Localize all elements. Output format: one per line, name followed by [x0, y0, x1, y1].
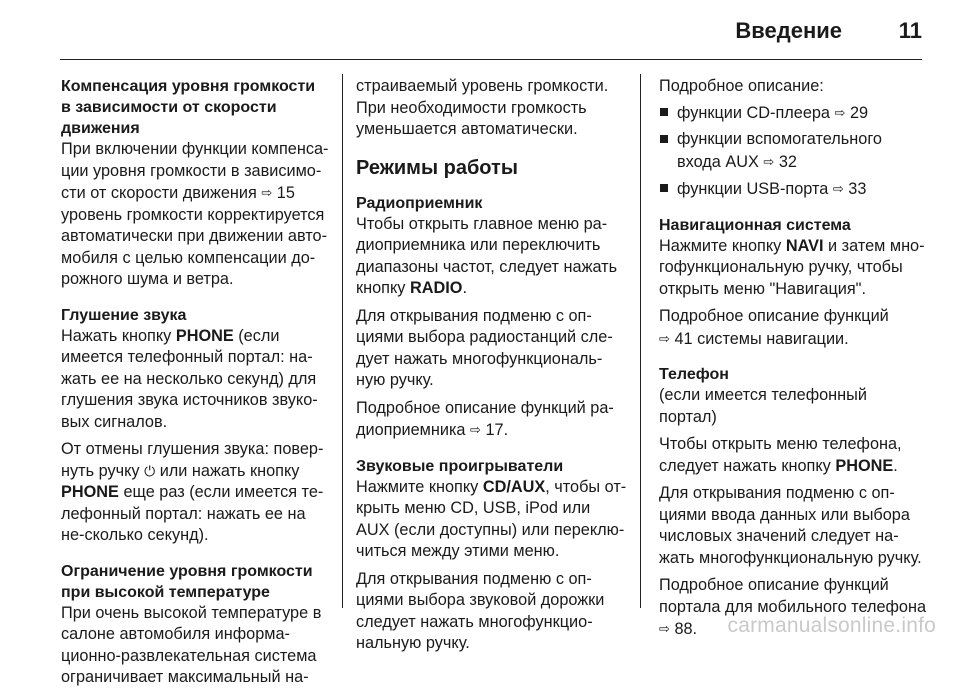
- page-reference-arrow-icon: ⇨: [470, 422, 481, 437]
- page-reference-arrow-icon: ⇨: [763, 153, 775, 169]
- heading-audio-players: Звуковые проигрыватели: [356, 457, 564, 475]
- paragraph: Чтобы открыть главное меню ра-диоприемника или переключить диапазоны частот, следует нажать кнопку RADIO.: [356, 214, 618, 297]
- column-3: [659, 76, 929, 641]
- button-label-cd-aux: CD/AUX: [482, 477, 546, 496]
- page-reference[interactable]: 88.: [674, 620, 698, 638]
- column-divider: [342, 74, 343, 608]
- page-reference[interactable]: 33: [848, 180, 867, 198]
- power-knob-icon: ⏻: [144, 462, 156, 479]
- button-label-radio: RADIO: [409, 279, 463, 297]
- paragraph: Подробное описание функций портала для мобильного телефона ⇨ 88.: [659, 576, 927, 638]
- button-label-phone: PHONE: [175, 326, 234, 345]
- list-item: функции CD-плеера ⇨ 29: [659, 102, 929, 125]
- bullet-square-icon: [660, 108, 668, 116]
- button-label-navi: NAVI: [785, 236, 824, 255]
- paragraph: При включении функции компенса-ции уровня громкости в зависимо-сти от скорости движения ⇨ 15 уровень громкости корректируется автоматически при движении авто-мобиля с целью компенсации до-рожного шума и ветра.: [61, 140, 329, 288]
- heading-phone: Телефон: [659, 366, 729, 383]
- column-2: [356, 76, 628, 655]
- column-1: [61, 76, 329, 689]
- page-reference-arrow-icon: ⇨: [659, 621, 670, 636]
- page-title: Введение: [735, 18, 842, 43]
- paragraph: Для открывания подменю с оп-циями выбора звуковой дорожки следует нажать многофункцио-нальную ручку.: [356, 569, 605, 652]
- header-divider: [60, 59, 922, 60]
- paragraph: (если имеется телефонный портал): [659, 386, 867, 426]
- page-reference[interactable]: 17.: [485, 421, 509, 439]
- page-reference[interactable]: 41 системы навигации.: [674, 329, 849, 348]
- paragraph: От отмены глушения звука: повер-нуть ручку ⏻ или нажать кнопку PHONE еще раз (если имеется те-лефонный портал: нажать ее на не-сколько секунд).: [61, 440, 324, 544]
- list-item: функции USB-порта ⇨ 33: [659, 178, 929, 201]
- heading-radio: Радиоприемник: [356, 194, 483, 212]
- heading-mute: Глушение звука: [61, 306, 187, 324]
- page-reference[interactable]: 29: [849, 103, 869, 122]
- watermark: carmanualsonline.info: [727, 614, 936, 637]
- paragraph: страиваемый уровень громкости. При необходимости громкость уменьшается автоматически.: [356, 77, 609, 138]
- paragraph: Для открывания подменю с оп-циями ввода данных или выбора числовых значений следует на-жать многофункциональную ручку.: [659, 484, 922, 567]
- page-header: [0, 0, 960, 62]
- paragraph: Для открывания подменю с оп-циями выбора радиостанций сле-дует нажать многофункциональ-ную ручку.: [356, 306, 613, 389]
- paragraph: Нажмите кнопку CD/AUX, чтобы от-крыть меню CD, USB, iPod или AUX (если доступны) или переклю-читься между этими меню.: [356, 477, 627, 560]
- heading-volume-compensation: Компенсация уровня громкости в зависимости от скорости движения: [61, 78, 316, 137]
- button-label-phone: PHONE: [61, 483, 119, 501]
- bullet-square-icon: [660, 135, 668, 143]
- paragraph: Подробное описание функций ра-диоприемника ⇨ 17.: [356, 398, 614, 439]
- page-reference-arrow-icon: ⇨: [261, 185, 273, 200]
- paragraph: Нажмите кнопку NAVI и затем мно-гофункциональную ручку, чтобы открыть меню "Навигация".: [659, 236, 925, 298]
- paragraph: Чтобы открыть меню телефона, следует нажать кнопку PHONE.: [659, 435, 902, 475]
- column-divider: [640, 74, 641, 608]
- paragraph: Подробное описание:: [659, 77, 824, 95]
- page-reference[interactable]: 32: [778, 152, 797, 171]
- heading-navigation: Навигационная система: [659, 216, 851, 234]
- bullet-square-icon: [660, 184, 668, 192]
- heading-modes: Режимы работы: [356, 156, 518, 179]
- page-reference-arrow-icon: ⇨: [834, 104, 846, 120]
- page-reference-arrow-icon: ⇨: [659, 330, 670, 346]
- heading-volume-limit: Ограничение уровня громкости при высокой температуре: [61, 562, 313, 601]
- reference-list: [659, 102, 929, 201]
- list-item: функции вспомогательного входа AUX ⇨ 32: [659, 129, 929, 173]
- page-reference[interactable]: 15: [276, 184, 295, 202]
- page-number: 11: [898, 18, 922, 43]
- paragraph: Подробное описание функций ⇨ 41 системы навигации.: [659, 307, 889, 348]
- button-label-phone: PHONE: [835, 456, 894, 475]
- page-reference-arrow-icon: ⇨: [832, 181, 844, 196]
- paragraph: Нажать кнопку PHONE (если имеется телефонный портал: на-жать ее на несколько секунд) для глушения звука источников звуко-вых сигналов.: [61, 326, 318, 431]
- paragraph: При очень высокой температуре в салоне автомобиля информа-ционно-развлекательная система ограничивает максимальный на-: [61, 603, 322, 686]
